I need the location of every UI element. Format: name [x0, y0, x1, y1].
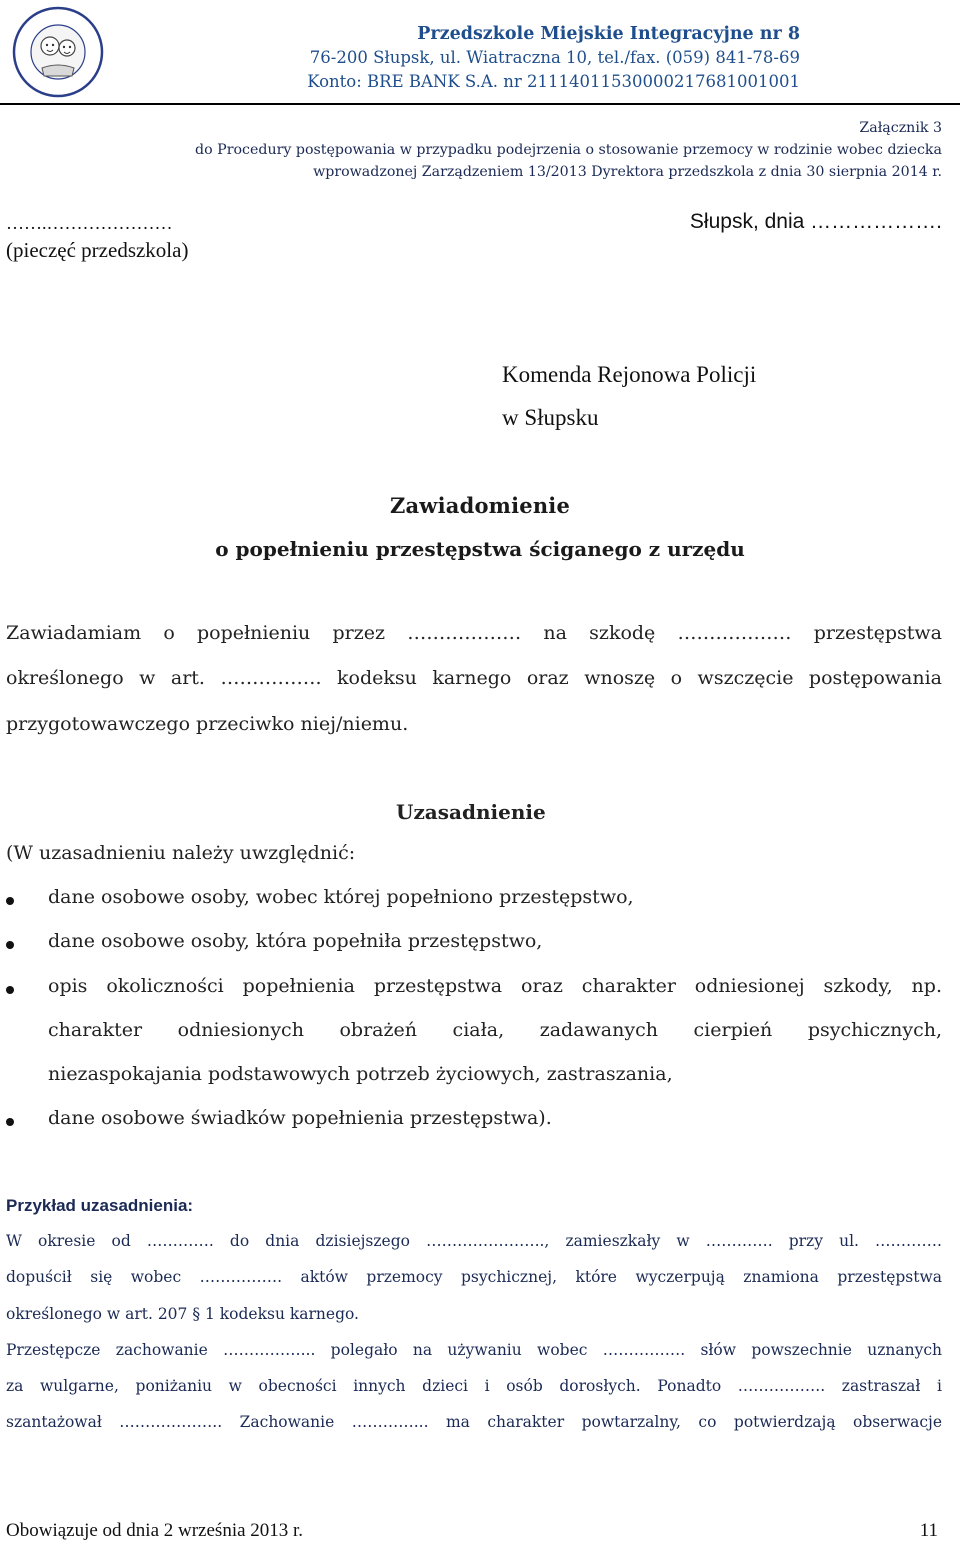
addressee-line-1: Komenda Rejonowa Policji	[502, 362, 757, 387]
institution-address: 76-200 Słupsk, ul. Wiatraczna 10, tel./fax. (059) 841-78-69	[309, 48, 800, 67]
validity-footer: Obowiązuje od dnia 2 września 2013 r.	[6, 1520, 304, 1541]
page-number: 11	[919, 1520, 938, 1541]
addressee-line-2: w Słupsku	[502, 405, 599, 430]
example-line: Przestępcze zachowanie ……………... polegało na używaniu wobec ……………. słów powszechnie uznanych	[6, 1341, 942, 1359]
example-line: szantażował ……………….. Zachowanie …………... ma charakter powtarzalny, co potwierdzają obserwacje	[6, 1413, 942, 1431]
example-line: W okresie od …………. do dnia dzisiejszego ………………….., zamieszkały w …………. przy ul. ………….	[6, 1232, 942, 1250]
list-item-continuation: niezaspokajania podstawowych potrzeb życiowych, zastraszania,	[48, 1063, 673, 1085]
header-divider	[0, 103, 960, 105]
bullet-icon	[6, 941, 14, 949]
list-item-continuation: charakter odniesionych obrażeń ciała, zadawanych cierpień psychicznych,	[48, 1019, 942, 1041]
annex-ordinance: wprowadzonej Zarządzeniem 13/2013 Dyrektora przedszkola z dnia 30 sierpnia 2014 r.	[313, 164, 942, 180]
list-item: dane osobowe osoby, która popełniła przestępstwo,	[48, 930, 543, 952]
institution-name: Przedszkole Miejskie Integracyjne nr 8	[417, 24, 800, 44]
document-title: Zawiadomienie	[389, 493, 571, 518]
bullet-icon	[6, 986, 14, 994]
stamp-label: (pieczęć przedszkola)	[6, 238, 189, 262]
bullet-icon	[6, 1118, 14, 1126]
justification-intro: (W uzasadnieniu należy uwzględnić:	[6, 842, 356, 864]
justification-heading: Uzasadnienie	[396, 800, 546, 824]
institution-header	[0, 22, 800, 94]
bullet-icon	[6, 897, 14, 905]
annex-number: Załącznik 3	[859, 120, 942, 136]
notice-paragraph	[6, 622, 942, 742]
place-date: Słupsk, dnia ……………….	[689, 210, 942, 233]
list-item: dane osobowe świadków popełnienia przestępstwa).	[48, 1107, 552, 1129]
notice-line: przygotowawczego przeciwko niej/niemu.	[6, 713, 409, 735]
notice-line: określonego w art. ……………. kodeksu karnego oraz wnoszę o wszczęcie postępowania	[6, 667, 942, 689]
example-line: określonego w art. 207 § 1 kodeksu karnego.	[6, 1305, 359, 1323]
list-item: dane osobowe osoby, wobec której popełniono przestępstwo,	[48, 886, 634, 908]
bank-account: Konto: BRE BANK S.A. nr 21114011530000217681001001	[307, 72, 800, 91]
annex-procedure: do Procedury postępowania w przypadku podejrzenia o stosowanie przemocy w rodzinie wobec dziecka	[195, 142, 942, 158]
notice-line: Zawiadamiam o popełnieniu przez ……………… na szkodę ……………… przestępstwa	[6, 622, 942, 644]
list-item: opis okoliczności popełnienia przestępstwa oraz charakter odniesionej szkody, np.	[48, 975, 942, 997]
annex-note	[0, 117, 942, 183]
example-line: za wulgarne, poniżaniu w obecności innych dzieci i osób dorosłych. Ponadto …………….. zastraszał i	[6, 1377, 942, 1395]
document-subtitle: o popełnieniu przestępstwa ściganego z urzędu	[215, 537, 745, 561]
example-line: dopuścił się wobec ……………. aktów przemocy psychicznej, które wyczerpują znamiona przestępstwa	[6, 1268, 942, 1286]
example-heading: Przykład uzasadnienia:	[6, 1196, 194, 1215]
stamp-placeholder: …….…………………	[6, 213, 173, 233]
